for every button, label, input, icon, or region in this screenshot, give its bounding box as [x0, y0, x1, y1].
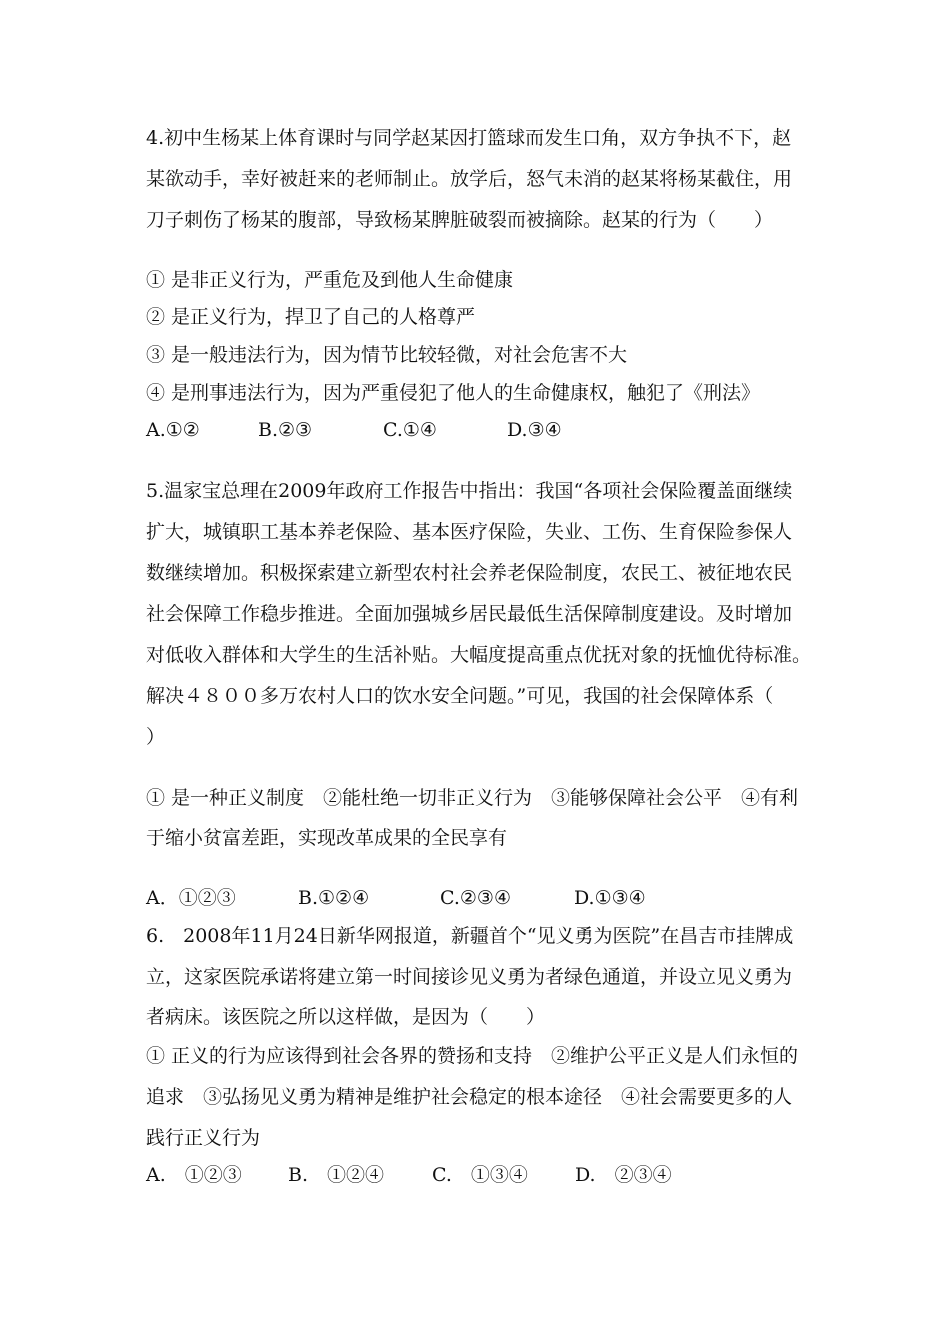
question-6-option-b: B. ①②④	[288, 1164, 385, 1186]
question-6-statement: 践行正义行为	[146, 1127, 261, 1149]
question-5-option-c: C.②③④	[440, 887, 511, 909]
question-4-stem-line: 4.初中生杨某上体育课时与同学赵某因打篮球而发生口角，双方争执不下，赵	[146, 127, 792, 149]
question-6-statement: 追求 ③弘扬见义勇为精神是维护社会稳定的根本途径 ④社会需要更多的人	[146, 1086, 793, 1108]
question-4-statement: ④ 是刑事违法行为，因为严重侵犯了他人的生命健康权，触犯了《刑法》	[146, 382, 761, 404]
question-6-option-d: D. ②③④	[575, 1164, 672, 1186]
question-5-stem-line: 社会保障工作稳步推进。全面加强城乡居民最低生活保障制度建设。及时增加	[146, 603, 793, 625]
question-5-stem-line: 扩大，城镇职工基本养老保险、基本医疗保险，失业、工伤、生育保险参保人	[146, 521, 793, 543]
question-4-statement: ① 是非正义行为，严重危及到他人生命健康	[146, 269, 514, 291]
question-5-option-a: A．①②③	[146, 887, 236, 909]
question-4-option-a: A.①②	[146, 419, 200, 441]
question-4-option-d: D.③④	[507, 419, 562, 441]
question-4-statement: ② 是正义行为，捍卫了自己的人格尊严	[146, 306, 476, 328]
question-6-option-c: C. ①③④	[432, 1164, 528, 1186]
question-4-option-b: B.②③	[258, 419, 313, 441]
question-5-statement: 于缩小贫富差距，实现改革成果的全民享有	[146, 827, 508, 849]
question-4-option-c: C.①④	[383, 419, 437, 441]
question-4-stem-line: 某欲动手，幸好被赶来的老师制止。放学后，怒气未消的赵某将杨某截住，用	[146, 168, 793, 190]
question-5-stem-line: ）	[146, 726, 166, 748]
question-6-option-a: A. ①②③	[146, 1164, 242, 1186]
question-5-stem-line: 解决４８００多万农村人口的饮水安全问题。”可见，我国的社会保障体系（	[146, 685, 774, 707]
question-6-stem-line: 6. 2008年11月24日新华网报道，新疆首个“见义勇为医院”在昌吉市挂牌成	[146, 925, 794, 947]
question-5-stem-line: 对低收入群体和大学生的生活补贴。大幅度提高重点优抚对象的抚恤优待标准。	[146, 644, 812, 666]
question-5-stem-line: 5.温家宝总理在2009年政府工作报告中指出：我国“各项社会保险覆盖面继续	[146, 480, 793, 502]
question-4-statement: ③ 是一般违法行为，因为情节比较轻微，对社会危害不大	[146, 344, 628, 366]
question-4-stem-line: 刀子刺伤了杨某的腹部，导致杨某脾脏破裂而被摘除。赵某的行为（ ）	[146, 209, 774, 231]
question-6-stem-line: 者病床。该医院之所以这样做，是因为（ ）	[146, 1006, 546, 1028]
question-6-stem-line: 立，这家医院承诺将建立第一时间接诊见义勇为者绿色通道，并设立见义勇为	[146, 966, 793, 988]
question-5-option-b: B.①②④	[298, 887, 370, 909]
question-6-statement: ① 正义的行为应该得到社会各界的赞扬和支持 ②维护公平正义是人们永恒的	[146, 1045, 799, 1067]
question-5-option-d: D.①③④	[574, 887, 646, 909]
question-5-stem-line: 数继续增加。积极探索建立新型农村社会养老保险制度，农民工、被征地农民	[146, 562, 793, 584]
question-5-statement: ① 是一种正义制度 ②能杜绝一切非正义行为 ③能够保障社会公平 ④有利	[146, 787, 799, 809]
